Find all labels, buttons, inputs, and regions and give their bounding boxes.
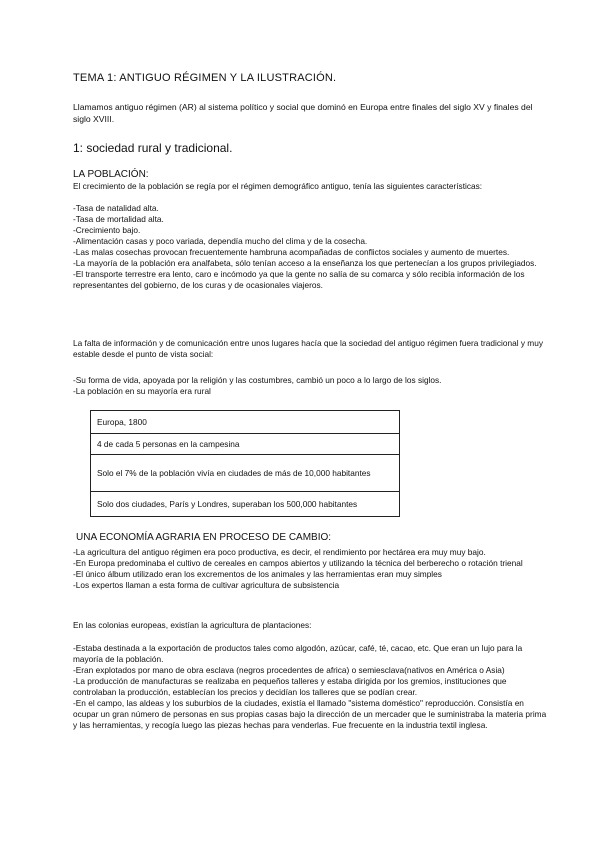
list-item: -Estaba destinada a la exportación de productos tales como algodón, azúcar, café, té, cacao, etc. Que eran un lujo para la mayoría de la población. xyxy=(73,643,523,664)
table-cell: Solo el 7% de la población vivía en ciudades de más de 10,000 habitantes xyxy=(91,455,400,492)
list-item: -Tasa de natalidad alta. xyxy=(73,203,159,213)
document-title: TEMA 1: ANTIGUO RÉGIMEN Y LA ILUSTRACIÓN. xyxy=(73,72,337,84)
list-item: -Eran explotados por mano de obra esclava (negros procedentes de africa) o semiesclava(nativos en América o Asia) xyxy=(73,665,505,675)
table-cell: Europa, 1800 xyxy=(91,411,400,434)
list-item: -Tasa de mortalidad alta. xyxy=(73,214,164,224)
list-item: -El transporte terrestre era lento, caro e incómodo ya que la gente no salía de su comarca y sólo recibía información de los representantes del gobierno, de los curas y de ocasionales viajeros. xyxy=(73,269,525,290)
list-item: -La población en su mayoría era rural xyxy=(73,386,211,396)
list-item: -En el campo, las aldeas y los suburbios de la ciudades, existía el llamado "sistema doméstico" reproducción. Consistía en ocupar un gran número de personas en sus propias casas bajo la dirección de un mercader que le suministraba la materia prima y las herramientas, y recogía luego las piezas hechas para venderlas. Fue frecuente en la industria textil inglesa. xyxy=(73,698,547,730)
list-item: -Alimentación casas y poco variada, dependía mucho del clima y de la cosecha. xyxy=(73,236,368,246)
list-item: -Los expertos llaman a esta forma de cultivar agricultura de subsistencia xyxy=(73,580,340,590)
list-item: -Su forma de vida, apoyada por la religión y las costumbres, cambió un poco a lo largo de los siglos. xyxy=(73,375,442,385)
list-item: -Las malas cosechas provocan frecuentemente hambruna acompañadas de conflictos sociales y aumento de muertes. xyxy=(73,247,510,257)
lack-paragraph: La falta de información y de comunicación entre unos lugares hacía que la sociedad del antiguo régimen fuera tradicional y muy estable desde el punto de vista social: xyxy=(73,338,543,359)
list-item: -La producción de manufacturas se realizaba en pequeños talleres y estaba dirigida por los gremios, instituciones que controlaban la producción, establecían los precios y decidían los talleres que se podían crear. xyxy=(73,676,507,697)
colonias-heading: En las colonias europeas, existían la agricultura de plantaciones: xyxy=(73,620,312,630)
list-item: -Crecimiento bajo. xyxy=(73,225,141,235)
intro-paragraph: Llamamos antiguo régimen (AR) al sistema político y social que dominó en Europa entre finales del siglo XV y finales del siglo XVIII. xyxy=(73,102,533,124)
list-item: -La agricultura del antiguo régimen era poco productiva, es decir, el rendimiento por hectárea era muy muy bajo. xyxy=(73,547,486,557)
poblacion-list-2 xyxy=(73,375,550,397)
list-item: -El único álbum utilizado eran los excrementos de los animales y las herramientas eran muy simples xyxy=(73,569,442,579)
table-cell: Solo dos ciudades, París y Londres, superaban los 500,000 habitantes xyxy=(91,492,400,517)
poblacion-heading: LA POBLACIÓN: xyxy=(73,169,149,180)
poblacion-body xyxy=(73,181,550,291)
list-item: -La mayoría de la población era analfabeta, sólo tenían acceso a la enseñanza los que pertenecían a los grupos privilegiados. xyxy=(73,258,537,268)
section-heading: 1: sociedad rural y tradicional. xyxy=(73,141,233,155)
list-item: -En Europa predominaba el cultivo de cereales en campos abiertos y utilizando la técnica del berberecho o rotación trienal xyxy=(73,558,523,568)
poblacion-lead: El crecimiento de la población se regía por el régimen demográfico antiguo, tenía las siguientes características: xyxy=(73,181,483,191)
economia-list xyxy=(73,547,550,591)
colonias-list xyxy=(73,643,550,731)
table-cell: 4 de cada 5 personas en la campesina xyxy=(91,434,400,455)
population-table xyxy=(90,410,400,517)
economia-heading: UNA ECONOMÍA AGRARIA EN PROCESO DE CAMBIO: xyxy=(76,532,332,543)
